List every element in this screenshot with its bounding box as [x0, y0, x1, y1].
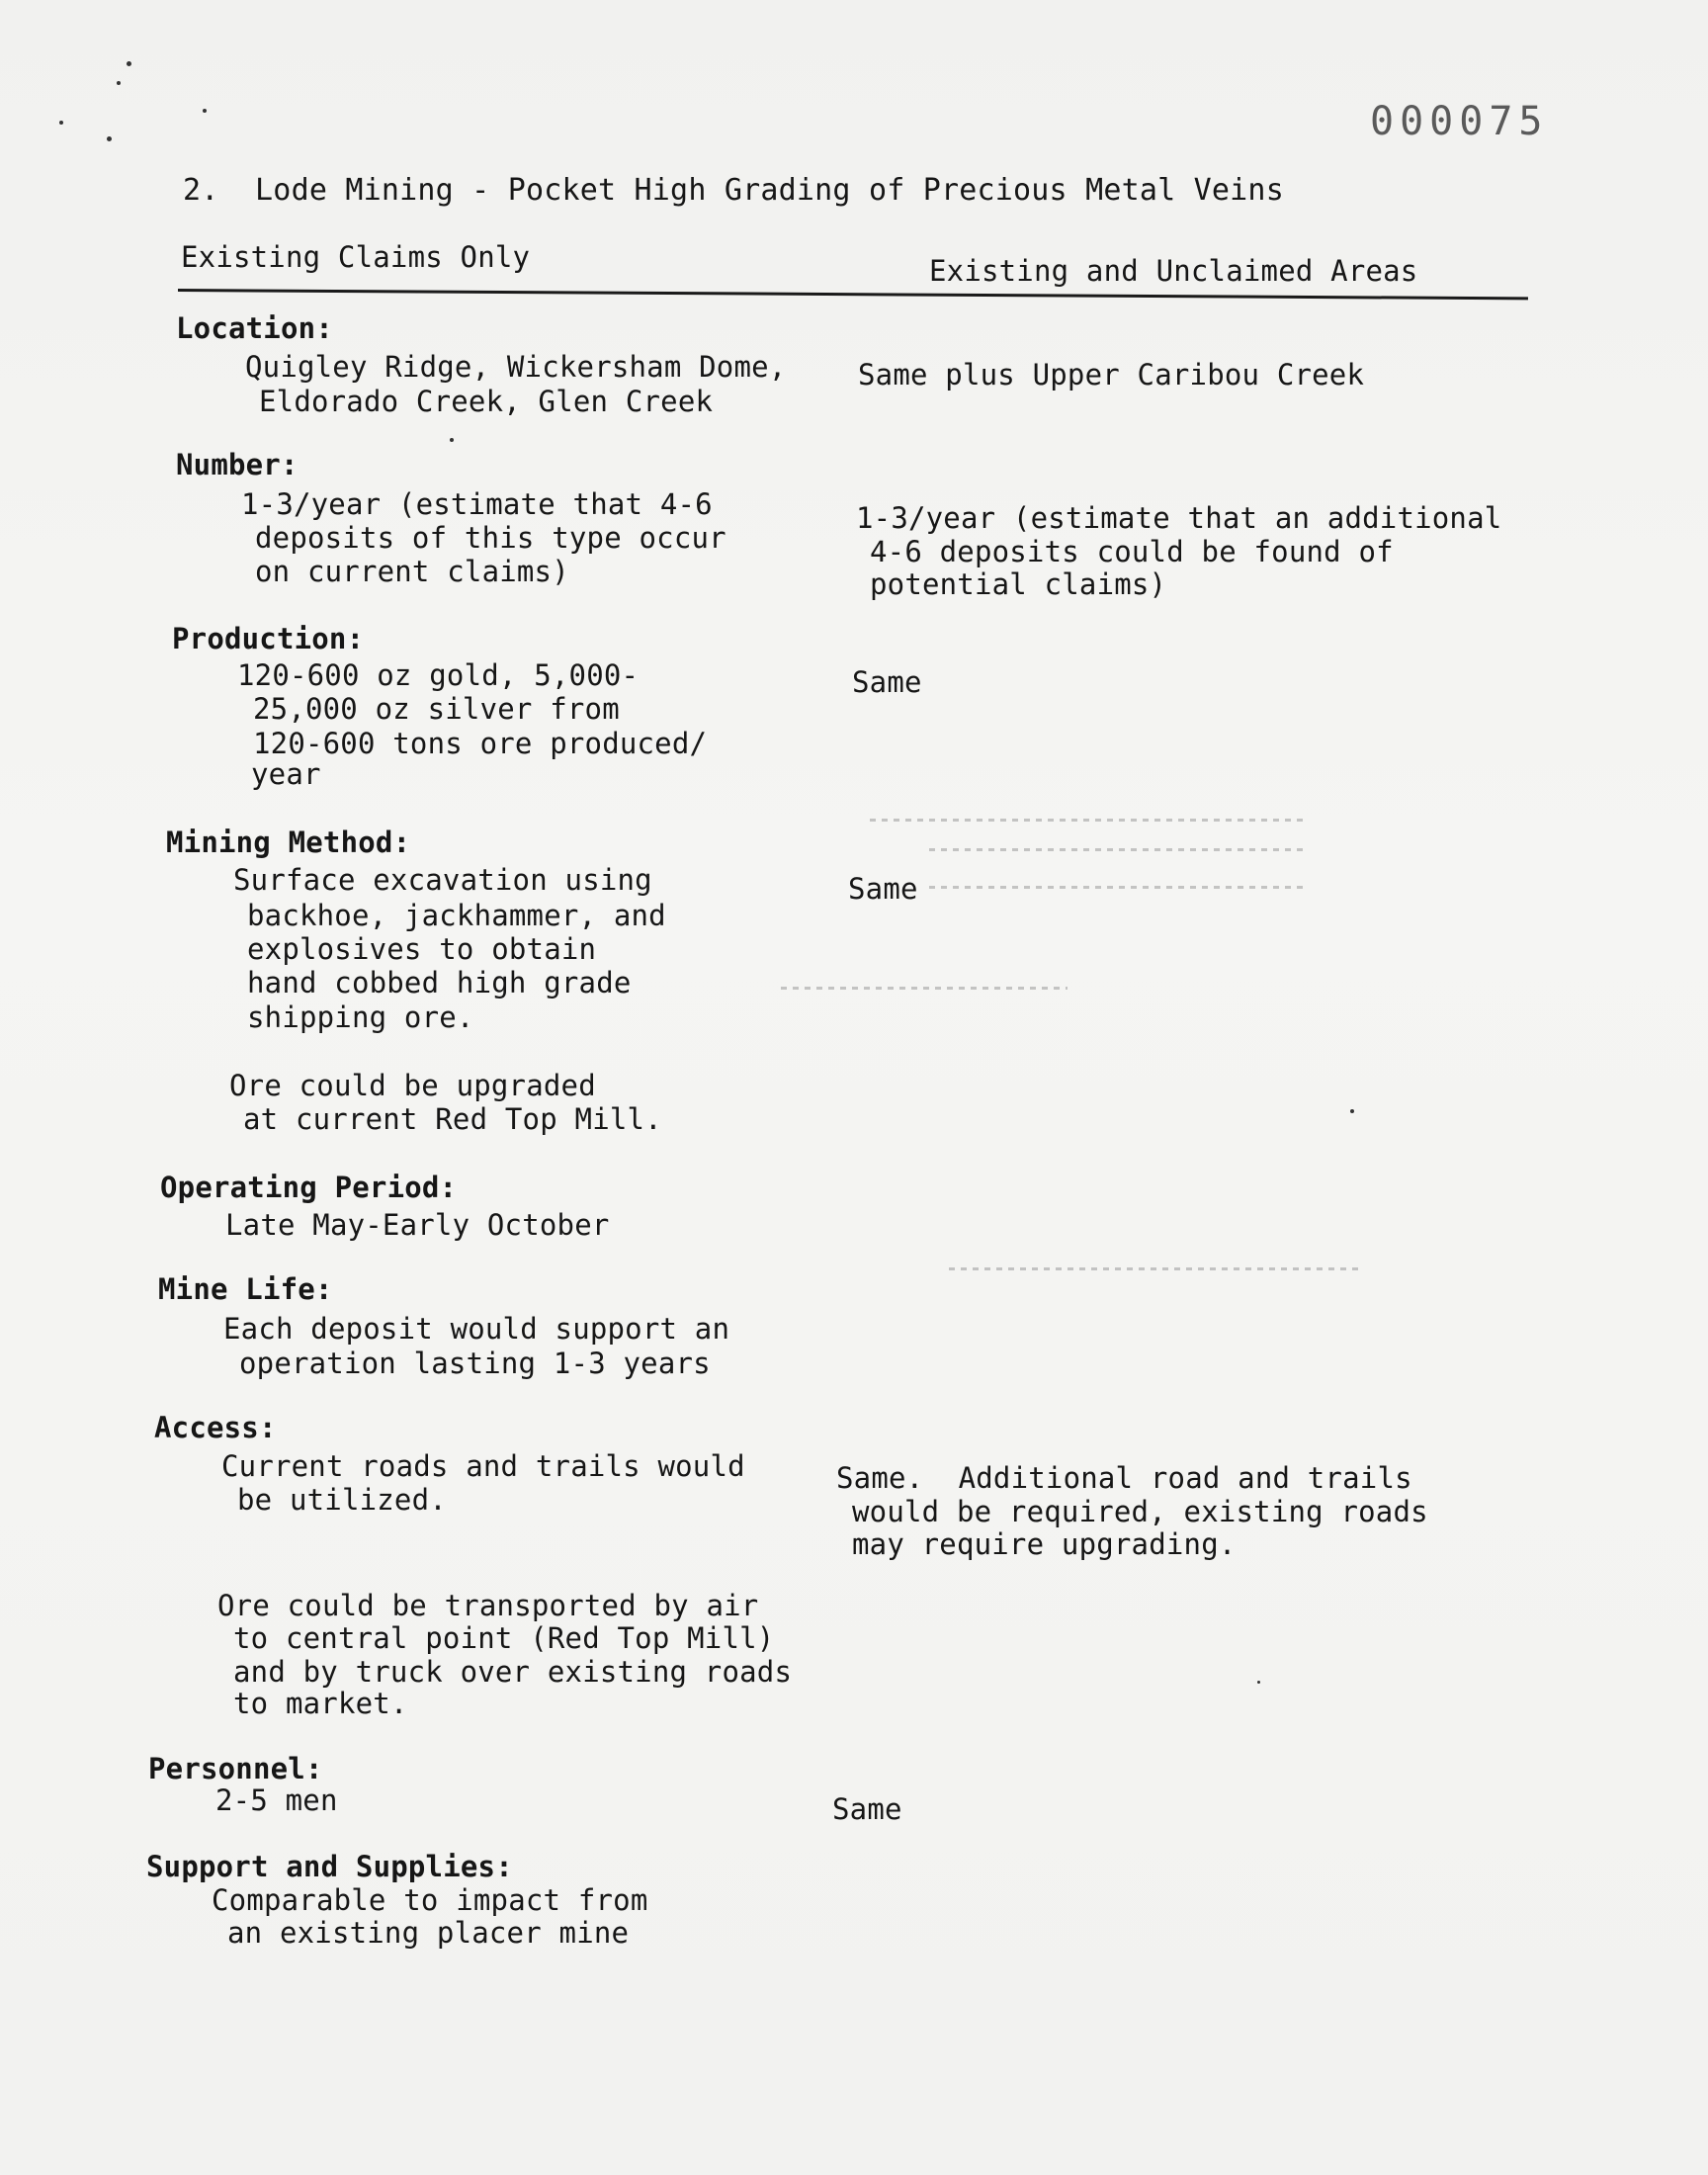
mining-method-left-line: at current Red Top Mill.	[243, 1102, 662, 1136]
left-column-heading: Existing Claims Only	[181, 240, 531, 274]
operating-period-label: Operating Period:	[160, 1171, 458, 1204]
scan-speck	[1257, 1681, 1260, 1684]
support-supplies-left-line: an existing placer mine	[227, 1916, 630, 1950]
document-title: 2. Lode Mining - Pocket High Grading of Precious Metal Veins	[183, 173, 1284, 208]
production-label: Production:	[172, 622, 365, 655]
mining-method-right-line: Same	[848, 872, 918, 906]
right-column-heading: Existing and Unclaimed Areas	[929, 254, 1418, 288]
bleed-through-mark	[870, 819, 1305, 822]
scan-speck	[1350, 1109, 1354, 1113]
access-left-line: Current roads and trails would	[221, 1449, 745, 1483]
number-left-line: deposits of this type occur	[255, 521, 726, 555]
mine-life-label: Mine Life:	[158, 1272, 333, 1306]
scan-speck	[127, 61, 131, 66]
production-left-line: 120-600 tons ore produced/	[253, 727, 708, 760]
mining-method-left-line: Ore could be upgraded	[229, 1069, 596, 1102]
personnel-right-line: Same	[832, 1792, 902, 1826]
location-left-line: Quigley Ridge, Wickersham Dome,	[245, 350, 787, 384]
access-left-line: Ore could be transported by air	[217, 1589, 759, 1622]
bleed-through-mark	[949, 1267, 1364, 1270]
location-left-line: Eldorado Creek, Glen Creek	[259, 385, 714, 418]
mining-method-left-line: shipping ore.	[247, 1000, 474, 1034]
access-right-line: may require upgrading.	[852, 1527, 1237, 1561]
bleed-through-mark	[929, 886, 1305, 889]
support-supplies-left-line: Comparable to impact from	[212, 1883, 648, 1917]
location-label: Location:	[176, 311, 333, 345]
access-label: Access:	[154, 1411, 277, 1444]
mining-method-left-line: backhoe, jackhammer, and	[247, 899, 666, 932]
mining-method-left-line: explosives to obtain	[247, 932, 597, 966]
production-right-line: Same	[852, 665, 922, 699]
access-right-line: would be required, existing roads	[852, 1495, 1428, 1528]
support-supplies-label: Support and Supplies:	[146, 1850, 513, 1883]
number-right-line: potential claims)	[870, 567, 1167, 601]
production-left-line: year	[251, 757, 321, 791]
personnel-label: Personnel:	[148, 1752, 323, 1785]
location-right-line: Same plus Upper Caribou Creek	[858, 358, 1365, 392]
mine-life-left-line: Each deposit would support an	[223, 1312, 730, 1346]
access-left-line: and by truck over existing roads	[233, 1655, 793, 1689]
number-label: Number:	[176, 448, 299, 481]
scan-speck	[117, 81, 121, 85]
bleed-through-mark	[929, 848, 1305, 851]
mining-method-left-line: Surface excavation using	[233, 863, 652, 897]
scan-speck	[59, 121, 63, 125]
mine-life-left-line: operation lasting 1-3 years	[239, 1347, 711, 1380]
access-left-line: to central point (Red Top Mill)	[233, 1621, 775, 1655]
access-left-line: be utilized.	[237, 1483, 447, 1517]
production-left-line: 25,000 oz silver from	[253, 692, 620, 726]
scan-speck	[203, 109, 207, 113]
personnel-left-line: 2-5 men	[215, 1784, 338, 1817]
number-right-line: 1-3/year (estimate that an additional	[856, 501, 1502, 535]
mining-method-label: Mining Method:	[166, 826, 411, 859]
operating-period-left-line: Late May-Early October	[225, 1208, 610, 1242]
access-left-line: to market.	[233, 1687, 408, 1720]
bleed-through-mark	[781, 987, 1068, 990]
heading-underline	[178, 289, 1528, 300]
number-left-line: on current claims)	[255, 555, 569, 588]
document-number: 000075	[1370, 99, 1549, 144]
production-left-line: 120-600 oz gold, 5,000-	[237, 658, 640, 692]
scan-speck	[107, 136, 112, 141]
number-left-line: 1-3/year (estimate that 4-6	[241, 487, 713, 521]
mining-method-left-line: hand cobbed high grade	[247, 966, 632, 1000]
scan-speck	[450, 438, 454, 442]
number-right-line: 4-6 deposits could be found of	[870, 535, 1394, 568]
access-right-line: Same. Additional road and trails	[836, 1461, 1412, 1495]
